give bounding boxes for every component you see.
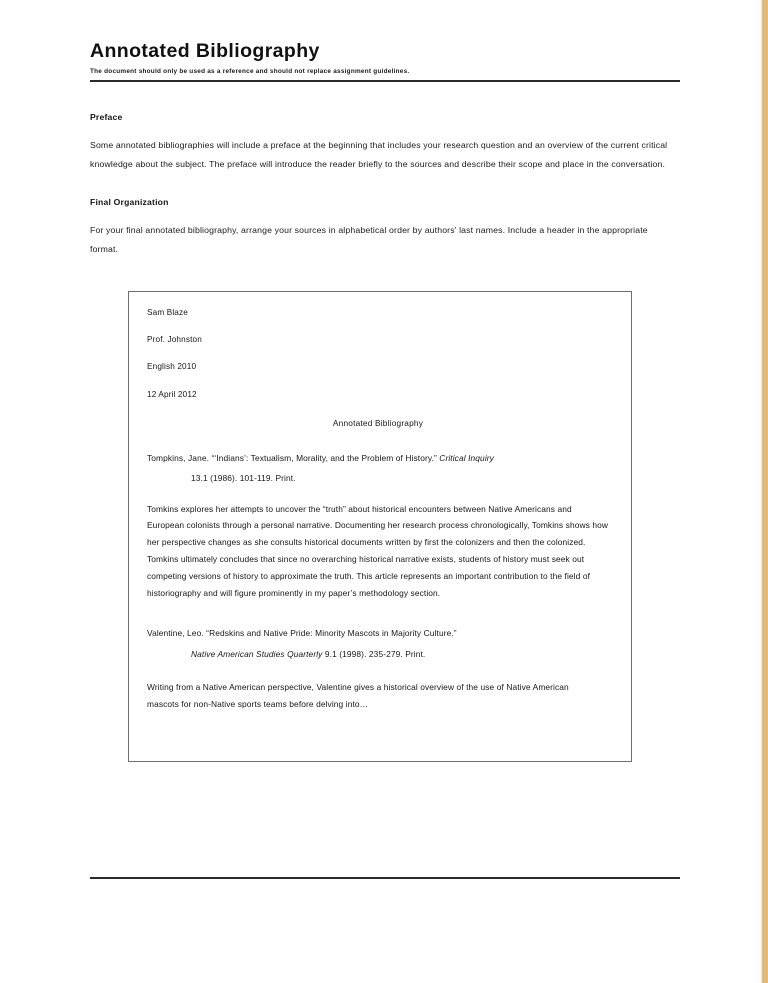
citation-entry-two-line-two: [191, 646, 609, 662]
header-divider: [90, 80, 680, 82]
page-title: Annotated Bibliography: [90, 40, 320, 62]
citation-two-details: 9.1 (1998). 235-279. Print.: [322, 648, 426, 659]
citation-entry-one-line-one: [147, 450, 609, 466]
page-binding-strip: [762, 0, 768, 983]
annotation-entry-two: Writing from a Native American perspective, Valentine gives a historical overview of the use of Native American mascots for non-Native sports teams before delving into…: [147, 682, 569, 710]
preface-heading: Preface: [90, 112, 123, 122]
example-bibliography-box: [128, 291, 632, 762]
mla-header-instructor: Prof. Johnston: [147, 335, 202, 345]
footer-divider: [90, 877, 680, 879]
citation-one-journal: Critical Inquiry: [439, 452, 494, 463]
preface-paragraph: Some annotated bibliographies will include a preface at the beginning that includes your research question and an overview of the current critical knowledge about the subject. The preface will introduce the reader briefly to the sources and describe their scope and place in the conversation.: [90, 140, 668, 169]
citation-entry-one-line-two: 13.1 (1986). 101-119. Print.: [191, 473, 296, 484]
annotation-entry-one: Tomkins explores her attempts to uncover the “truth” about historical encounters between Native Americans and European colonists through a personal narrative. Documenting her research process chronologically, Tomkins shows how her perspective changes as she consults historical documents written by first the colonizers and then the colonized. Tomkins ultimately concludes that since no overarching historical narrative exists, students of history must seek out competing versions of history to approximate the truth. This article represents an important contribution to the field of historiography and will figure prominently in my paper’s methodology section.: [147, 503, 608, 598]
document-header: [90, 40, 680, 82]
citation-two-journal: Native American Studies Quarterly: [191, 648, 323, 659]
example-document-title: Annotated Bibliography: [332, 417, 424, 428]
mla-header-student-name: Sam Blaze: [147, 308, 188, 317]
final-organization-heading: Final Organization: [90, 197, 169, 208]
mla-header-course: English 2010: [147, 362, 197, 372]
mla-header-date: 12 April 2012: [147, 389, 197, 399]
document-body: [90, 112, 690, 259]
final-organization-paragraph: For your final annotated bibliography, arrange your sources in alphabetical order by authors' last names. Include a header in the appropriate format.: [90, 225, 648, 255]
header-subtitle: The document should only be used as a reference and should not replace assignment guidelines.: [90, 68, 410, 76]
citation-entry-two-line-one: Valentine, Leo. “Redskins and Native Pride: Minority Mascots in Majority Culture.”: [147, 628, 457, 639]
citation-one-text: Tompkins, Jane. “‘Indians’: Textualism, Morality, and the Problem of History.”: [147, 452, 440, 463]
